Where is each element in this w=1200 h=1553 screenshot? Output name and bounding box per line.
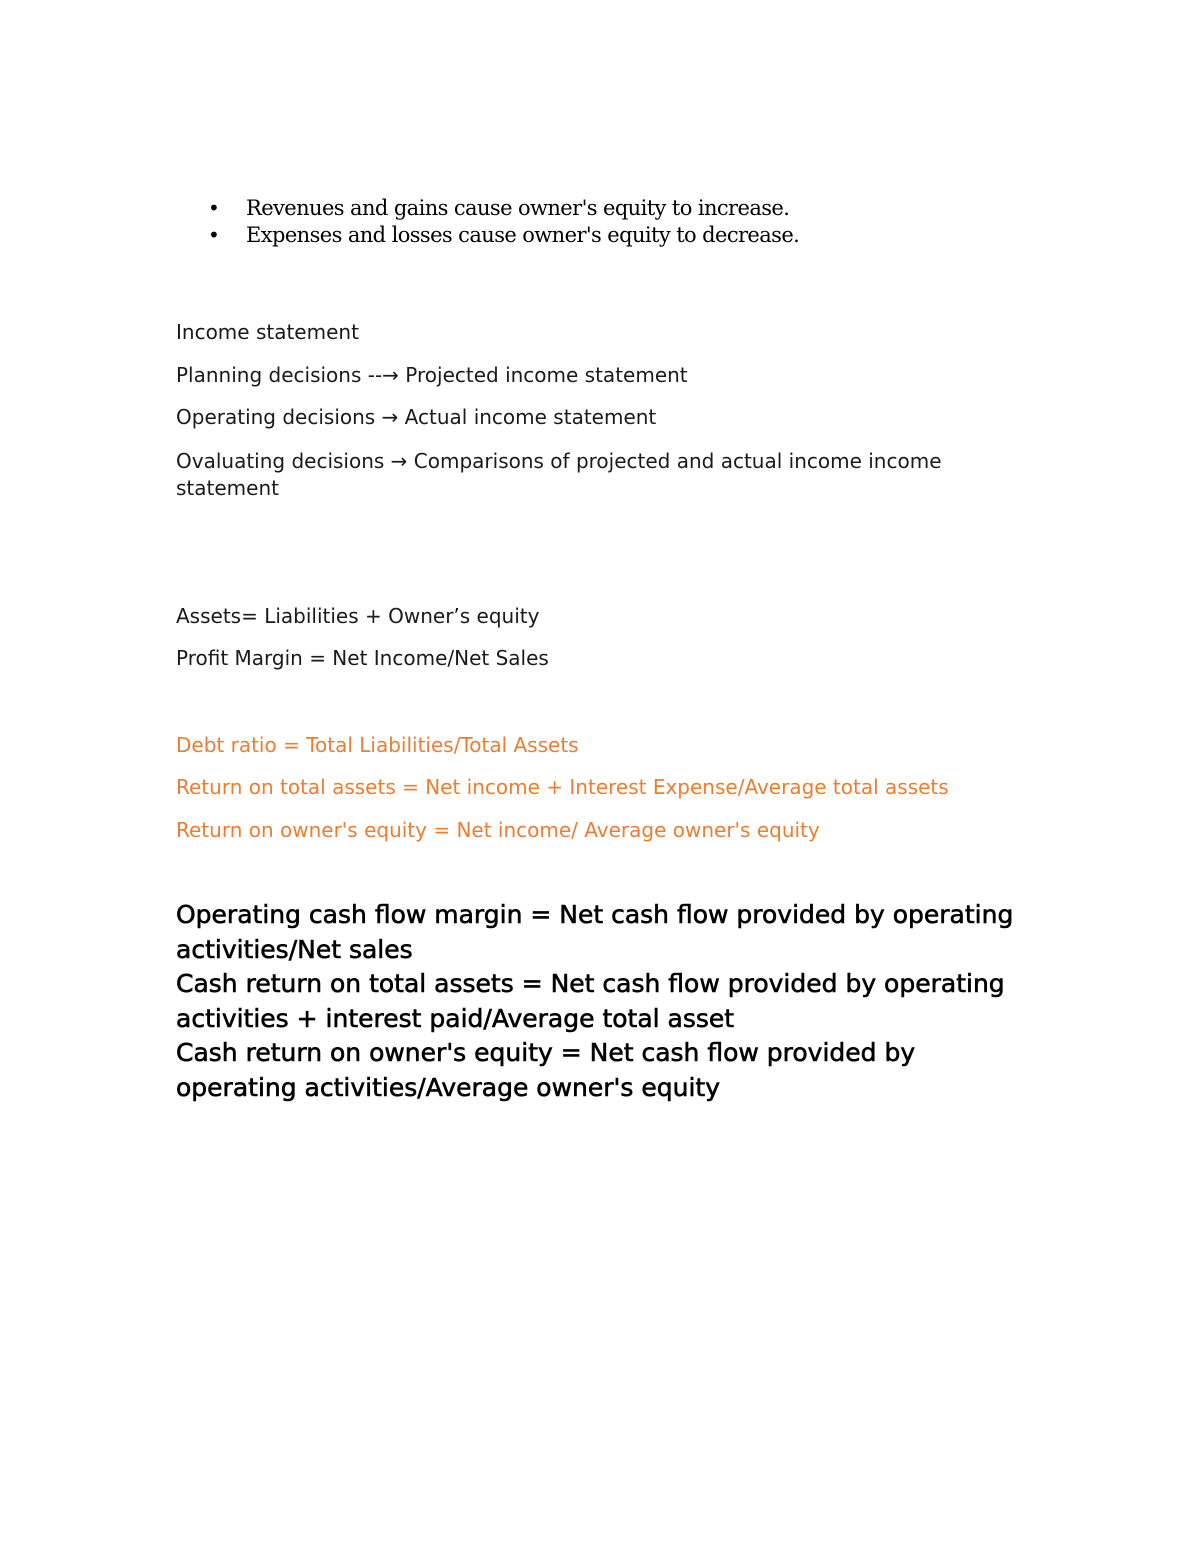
list-item — [208, 222, 799, 249]
cash-flow-formulas — [176, 898, 1026, 1105]
debt-ratio-formula: Debt ratio = Total Liabilities/Total Assets — [176, 733, 579, 757]
planning-decisions-line: Planning decisions --→ Projected income statement — [176, 363, 688, 387]
assets-formula: Assets= Liabilities + Owner’s equity — [176, 604, 540, 628]
income-statement-heading: Income statement — [176, 320, 359, 344]
operating-cash-flow-margin-formula: Operating cash flow margin = Net cash flow provided by operating activities/Net sales — [176, 900, 1014, 964]
operating-decisions-line: Operating decisions → Actual income statement — [176, 405, 657, 429]
list-item — [208, 195, 799, 222]
return-on-owner-equity-formula: Return on owner's equity = Net income/ Average owner's equity — [176, 818, 820, 842]
bullet-icon: • — [208, 223, 220, 247]
cash-return-on-total-assets-formula: Cash return on total assets = Net cash flow provided by operating activities + interest paid/Average total asset — [176, 969, 1005, 1033]
return-on-total-assets-formula: Return on total assets = Net income + Interest Expense/Average total assets — [176, 775, 949, 799]
bullet-text: Expenses and losses cause owner's equity to decrease. — [246, 223, 800, 247]
bullet-text: Revenues and gains cause owner's equity to increase. — [246, 196, 790, 220]
evaluating-decisions-line: Ovaluating decisions → Comparisons of projected and actual income income statement — [176, 449, 942, 500]
bullet-list — [208, 195, 799, 249]
bullet-icon: • — [208, 196, 220, 220]
profit-margin-formula: Profit Margin = Net Income/Net Sales — [176, 646, 549, 670]
cash-return-on-owner-equity-formula: Cash return on owner's equity = Net cash flow provided by operating activities/Average owner's equity — [176, 1038, 916, 1102]
